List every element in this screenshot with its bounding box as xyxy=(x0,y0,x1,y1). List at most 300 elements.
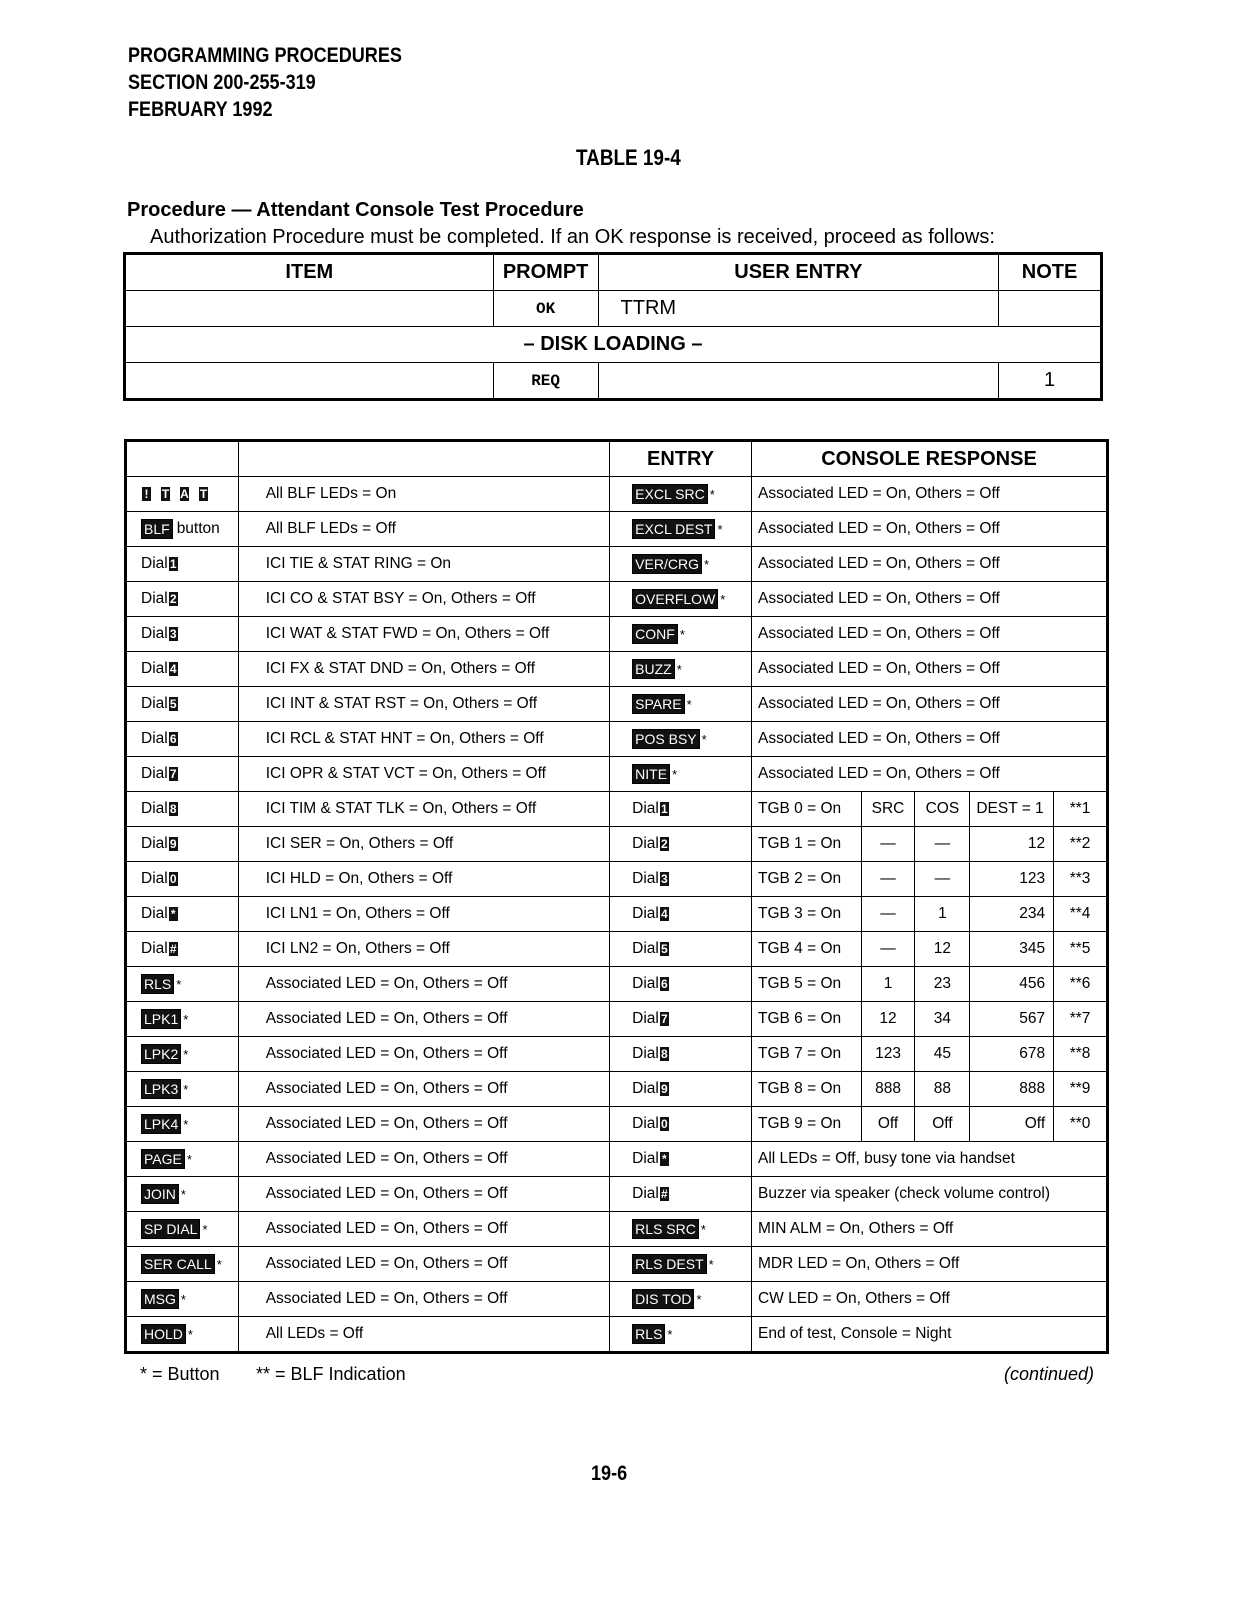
header-item: ITEM xyxy=(125,254,494,291)
dial-key: 5 xyxy=(661,941,668,956)
cos-cell: 45 xyxy=(915,1037,970,1072)
dial-key: T xyxy=(161,486,170,501)
dest-cell: 567 xyxy=(970,1002,1054,1037)
entry-cell xyxy=(610,582,752,617)
dial-key: # xyxy=(169,941,177,956)
cell-text: Dial xyxy=(141,730,168,747)
item-cell xyxy=(126,687,239,722)
banner-row xyxy=(125,327,1102,363)
src-cell: Off xyxy=(861,1107,915,1142)
dial-key: 8 xyxy=(661,1046,668,1061)
note-cell: 1 xyxy=(999,363,1102,400)
response-cell: CW LED = On, Others = Off xyxy=(751,1282,1107,1317)
item-cell xyxy=(126,862,239,897)
response-cell: Associated LED = On, Others = Off xyxy=(751,617,1107,652)
indication-cell: ICI INT & STAT RST = On, Others = Off xyxy=(238,687,609,722)
src-cell: 1 xyxy=(861,967,915,1002)
item-cell xyxy=(126,1002,239,1037)
table-row xyxy=(126,1002,1108,1037)
indication-cell: All BLF LEDs = Off xyxy=(238,512,609,547)
note-cell xyxy=(999,291,1102,327)
button-legend: * = Button xyxy=(140,1364,220,1384)
indication-cell: ICI RCL & STAT HNT = On, Others = Off xyxy=(238,722,609,757)
user-entry-cell xyxy=(598,363,999,400)
blf-legend: ** = BLF Indication xyxy=(256,1364,406,1384)
button-marker: * xyxy=(180,1291,186,1307)
response-cell: MIN ALM = On, Others = Off xyxy=(751,1212,1107,1247)
table-row xyxy=(126,547,1108,582)
console-key: CONF xyxy=(632,624,678,644)
entry-cell xyxy=(610,547,752,582)
indication-cell: Associated LED = On, Others = Off xyxy=(238,1142,609,1177)
dial-key: 6 xyxy=(661,976,668,991)
button-marker: * xyxy=(679,626,685,642)
entry-cell xyxy=(610,792,752,827)
dial-key: 2 xyxy=(169,591,177,606)
tgb-cell: TGB 5 = On xyxy=(751,967,861,1002)
cell-text: Dial xyxy=(632,1150,659,1167)
console-key: LPK1 xyxy=(141,1009,181,1029)
response-cell: End of test, Console = Night xyxy=(751,1317,1107,1353)
dial-key: 6 xyxy=(169,731,177,746)
prompt-cell: OK xyxy=(493,291,598,327)
indication-cell: ICI TIM & STAT TLK = On, Others = Off xyxy=(238,792,609,827)
table-header-row xyxy=(126,441,1108,477)
table-row xyxy=(126,582,1108,617)
item-cell xyxy=(125,291,494,327)
console-key: LPK3 xyxy=(141,1079,181,1099)
dest-cell: 12 xyxy=(970,827,1054,862)
console-key: BUZZ xyxy=(632,659,675,679)
table-row xyxy=(126,1037,1108,1072)
console-key: JOIN xyxy=(141,1184,179,1204)
button-marker: * xyxy=(183,1116,189,1132)
button-marker: * xyxy=(186,1151,192,1167)
indication-cell: Associated LED = On, Others = Off xyxy=(238,1177,609,1212)
indication-cell: ICI FX & STAT DND = On, Others = Off xyxy=(238,652,609,687)
table-row xyxy=(126,1317,1108,1353)
tgb-cell: TGB 9 = On xyxy=(751,1107,861,1142)
blf-cell: **8 xyxy=(1054,1037,1108,1072)
entry-cell xyxy=(610,1212,752,1247)
console-key: POS BSY xyxy=(632,729,699,749)
header-prompt: PROMPT xyxy=(493,254,598,291)
cell-text: Dial xyxy=(141,835,168,852)
response-cell: Associated LED = On, Others = Off xyxy=(751,687,1107,722)
dial-key: 0 xyxy=(169,871,177,886)
cell-text: button xyxy=(176,520,220,538)
console-test-table xyxy=(124,439,1109,1354)
console-key: BLF xyxy=(141,519,173,539)
prompt-cell: REQ xyxy=(493,363,598,400)
cell-text: Dial xyxy=(632,870,659,887)
item-cell xyxy=(126,1317,239,1353)
tgb-cell: TGB 7 = On xyxy=(751,1037,861,1072)
dest-cell: 888 xyxy=(970,1072,1054,1107)
table-row xyxy=(126,477,1108,512)
dial-key: ! xyxy=(142,487,151,501)
console-key: SPARE xyxy=(632,694,684,714)
table-row xyxy=(126,687,1108,722)
cos-cell: Off xyxy=(915,1107,970,1142)
procedure-title: Procedure — Attendant Console Test Procedure xyxy=(127,199,584,221)
dial-key: 1 xyxy=(661,801,668,816)
indication-cell: ICI WAT & STAT FWD = On, Others = Off xyxy=(238,617,609,652)
console-key: LPK2 xyxy=(141,1044,181,1064)
table-row xyxy=(126,932,1108,967)
entry-cell xyxy=(610,1142,752,1177)
button-marker: * xyxy=(183,1011,189,1027)
tgb-cell: TGB 4 = On xyxy=(751,932,861,967)
response-cell: Associated LED = On, Others = Off xyxy=(751,652,1107,687)
header-cell xyxy=(238,441,609,477)
table-row xyxy=(126,897,1108,932)
tgb-cell: TGB 2 = On xyxy=(751,862,861,897)
entry-cell xyxy=(610,1282,752,1317)
dial-key: 0 xyxy=(661,1116,668,1131)
cos-cell: COS xyxy=(915,792,970,827)
item-cell xyxy=(126,967,239,1002)
button-marker: * xyxy=(676,661,682,677)
entry-cell xyxy=(610,862,752,897)
indication-cell: All LEDs = Off xyxy=(238,1317,609,1353)
dial-key: 7 xyxy=(169,766,177,781)
cos-cell: — xyxy=(915,827,970,862)
item-cell xyxy=(126,757,239,792)
cos-cell: 23 xyxy=(915,967,970,1002)
item-cell xyxy=(126,477,239,512)
continued-note: (continued) xyxy=(1004,1364,1095,1384)
console-key: NITE xyxy=(632,764,670,784)
table-row xyxy=(126,1247,1108,1282)
table-row xyxy=(126,1282,1108,1317)
table-title: TABLE 19-4 xyxy=(576,145,681,170)
indication-cell: All BLF LEDs = On xyxy=(238,477,609,512)
item-cell xyxy=(126,512,239,547)
indication-cell: Associated LED = On, Others = Off xyxy=(238,1212,609,1247)
button-marker: * xyxy=(708,1256,714,1272)
console-key: MSG xyxy=(141,1289,179,1309)
button-marker: * xyxy=(703,556,710,572)
entry-cell xyxy=(610,757,752,792)
header-cell xyxy=(126,441,239,477)
item-cell xyxy=(125,363,494,400)
table-row xyxy=(126,512,1108,547)
entry-cell xyxy=(610,1002,752,1037)
table-row xyxy=(126,1107,1108,1142)
indication-cell: Associated LED = On, Others = Off xyxy=(238,1107,609,1142)
button-marker: * xyxy=(183,1081,189,1097)
indication-cell: ICI SER = On, Others = Off xyxy=(238,827,609,862)
src-cell: — xyxy=(861,932,915,967)
indication-cell: ICI CO & STAT BSY = On, Others = Off xyxy=(238,582,609,617)
table-row xyxy=(126,652,1108,687)
indication-cell: Associated LED = On, Others = Off xyxy=(238,967,609,1002)
indication-cell: ICI HLD = On, Others = Off xyxy=(238,862,609,897)
header-line-1: PROGRAMMING PROCEDURES xyxy=(128,44,402,67)
item-cell xyxy=(126,1212,239,1247)
response-cell: Associated LED = On, Others = Off xyxy=(751,512,1107,547)
cos-cell: 12 xyxy=(915,932,970,967)
header-user-entry: USER ENTRY xyxy=(598,254,999,291)
tgb-cell: TGB 1 = On xyxy=(751,827,861,862)
table-row xyxy=(126,862,1108,897)
cos-cell: 88 xyxy=(915,1072,970,1107)
cell-text: Dial xyxy=(141,590,168,607)
entry-cell xyxy=(610,1177,752,1212)
button-marker: * xyxy=(672,766,678,782)
dial-key: 2 xyxy=(661,836,668,851)
response-cell: Associated LED = On, Others = Off xyxy=(751,582,1107,617)
response-cell: Associated LED = On, Others = Off xyxy=(751,547,1107,582)
table-row xyxy=(126,617,1108,652)
button-marker: * xyxy=(720,591,726,607)
button-marker: * xyxy=(187,1326,193,1342)
entry-cell xyxy=(610,687,752,722)
item-cell xyxy=(126,722,239,757)
console-key: LPK4 xyxy=(141,1114,181,1134)
cell-text: Dial xyxy=(141,905,168,922)
indication-cell: ICI LN1 = On, Others = Off xyxy=(238,897,609,932)
indication-cell: ICI OPR & STAT VCT = On, Others = Off xyxy=(238,757,609,792)
button-marker: * xyxy=(717,521,723,537)
header-entry: ENTRY xyxy=(610,441,752,477)
dial-key: 9 xyxy=(661,1081,668,1096)
cell-text: Dial xyxy=(141,870,168,887)
page-number: 19-6 xyxy=(591,1462,628,1485)
indication-cell: Associated LED = On, Others = Off xyxy=(238,1282,609,1317)
src-cell: — xyxy=(861,862,915,897)
cos-cell: 1 xyxy=(915,897,970,932)
user-entry-cell: TTRM xyxy=(598,291,999,327)
header-console-response: CONSOLE RESPONSE xyxy=(751,441,1107,477)
table-row xyxy=(126,792,1108,827)
indication-cell: ICI TIE & STAT RING = On xyxy=(238,547,609,582)
disk-loading-banner: – DISK LOADING – xyxy=(125,327,1102,363)
entry-cell xyxy=(610,1107,752,1142)
table-row xyxy=(126,827,1108,862)
tgb-cell: TGB 6 = On xyxy=(751,1002,861,1037)
dial-key: * xyxy=(169,907,178,921)
blf-cell: **6 xyxy=(1054,967,1108,1002)
tgb-cell: TGB 8 = On xyxy=(751,1072,861,1107)
dial-key: # xyxy=(661,1186,668,1201)
item-cell xyxy=(126,897,239,932)
item-cell xyxy=(126,547,239,582)
dial-key: * xyxy=(660,1152,669,1166)
item-cell xyxy=(126,1177,239,1212)
dial-key: 7 xyxy=(661,1011,668,1026)
dest-cell: 123 xyxy=(970,862,1054,897)
indication-cell: Associated LED = On, Others = Off xyxy=(238,1072,609,1107)
button-marker: * xyxy=(696,1291,702,1307)
header-line-2: SECTION 200-255-319 xyxy=(128,71,316,94)
blf-cell: **7 xyxy=(1054,1002,1108,1037)
console-key: SER CALL xyxy=(141,1254,215,1274)
table-row xyxy=(126,1142,1108,1177)
table-row xyxy=(126,1177,1108,1212)
src-cell: 123 xyxy=(861,1037,915,1072)
response-cell: All LEDs = Off, busy tone via handset xyxy=(751,1142,1107,1177)
console-key: RLS DEST xyxy=(632,1254,706,1274)
console-key: RLS xyxy=(632,1324,665,1344)
dest-cell: 678 xyxy=(970,1037,1054,1072)
blf-cell: **9 xyxy=(1054,1072,1108,1107)
dial-key: A xyxy=(180,486,189,501)
response-cell: Associated LED = On, Others = Off xyxy=(751,757,1107,792)
cell-text: Dial xyxy=(141,695,168,712)
dial-key: 3 xyxy=(661,871,668,886)
cell-text: Dial xyxy=(632,1010,659,1027)
dial-key: 3 xyxy=(169,626,177,641)
entry-cell xyxy=(610,932,752,967)
blf-cell: **4 xyxy=(1054,897,1108,932)
src-cell: 12 xyxy=(861,1002,915,1037)
src-cell: SRC xyxy=(861,792,915,827)
dial-key: 4 xyxy=(169,661,177,676)
button-marker: * xyxy=(686,696,692,712)
response-cell: Associated LED = On, Others = Off xyxy=(751,722,1107,757)
button-marker: * xyxy=(701,731,707,747)
item-cell xyxy=(126,1247,239,1282)
cell-text: Dial xyxy=(632,1185,659,1202)
entry-cell xyxy=(610,1037,752,1072)
cell-text: Dial xyxy=(141,800,168,817)
button-marker: * xyxy=(202,1221,208,1237)
cell-text: Dial xyxy=(141,625,168,642)
item-cell xyxy=(126,1037,239,1072)
button-marker: * xyxy=(176,976,182,992)
dial-key: 5 xyxy=(169,696,177,711)
table-row xyxy=(126,967,1108,1002)
response-cell: Associated LED = On, Others = Off xyxy=(751,477,1107,512)
entry-cell xyxy=(610,1317,752,1353)
item-cell xyxy=(126,1072,239,1107)
dial-key: 9 xyxy=(169,836,177,851)
entry-cell xyxy=(610,652,752,687)
console-key: EXCL SRC xyxy=(632,484,708,504)
dest-cell: 234 xyxy=(970,897,1054,932)
entry-cell xyxy=(610,477,752,512)
entry-cell xyxy=(610,722,752,757)
dial-key: 8 xyxy=(169,801,177,816)
button-marker: * xyxy=(180,1186,186,1202)
table-row xyxy=(125,291,1102,327)
table-row xyxy=(126,1072,1108,1107)
cell-text: Dial xyxy=(632,835,659,852)
button-marker: * xyxy=(667,1326,673,1342)
dest-cell: 456 xyxy=(970,967,1054,1002)
console-key: RLS SRC xyxy=(632,1219,699,1239)
dest-cell: DEST = 1 xyxy=(970,792,1054,827)
tgb-cell: TGB 3 = On xyxy=(751,897,861,932)
cell-text: Dial xyxy=(632,1045,659,1062)
cell-text: Dial xyxy=(632,940,659,957)
cell-text: Dial xyxy=(141,660,168,677)
item-cell xyxy=(126,1107,239,1142)
dest-cell: 345 xyxy=(970,932,1054,967)
table-row xyxy=(126,757,1108,792)
button-marker: * xyxy=(216,1256,222,1272)
cell-text: Dial xyxy=(141,555,168,572)
table-row xyxy=(126,722,1108,757)
src-cell: — xyxy=(861,897,915,932)
response-cell: MDR LED = On, Others = Off xyxy=(751,1247,1107,1282)
console-key: EXCL DEST xyxy=(632,519,715,539)
item-cell xyxy=(126,652,239,687)
button-marker: * xyxy=(183,1046,189,1062)
button-marker: * xyxy=(709,486,715,502)
item-cell xyxy=(126,582,239,617)
prompt-table xyxy=(123,252,1103,401)
dest-cell: Off xyxy=(970,1107,1054,1142)
entry-cell xyxy=(610,617,752,652)
tgb-cell: TGB 0 = On xyxy=(751,792,861,827)
item-cell xyxy=(126,792,239,827)
header-line-3: FEBRUARY 1992 xyxy=(128,98,273,121)
entry-cell xyxy=(610,1072,752,1107)
dial-key: T xyxy=(199,486,208,501)
cos-cell: — xyxy=(915,862,970,897)
button-marker: * xyxy=(700,1221,706,1237)
table-row xyxy=(126,1212,1108,1247)
item-cell xyxy=(126,932,239,967)
cell-text: Dial xyxy=(632,905,659,922)
src-cell: 888 xyxy=(861,1072,915,1107)
src-cell: — xyxy=(861,827,915,862)
indication-cell: Associated LED = On, Others = Off xyxy=(238,1002,609,1037)
entry-cell xyxy=(610,1247,752,1282)
dial-key: 4 xyxy=(661,906,668,921)
console-key: VER/CRG xyxy=(632,554,702,574)
response-cell: Buzzer via speaker (check volume control) xyxy=(751,1177,1107,1212)
blf-cell: **2 xyxy=(1054,827,1108,862)
item-cell xyxy=(126,617,239,652)
header-note: NOTE xyxy=(999,254,1102,291)
item-cell xyxy=(126,1142,239,1177)
cell-text: Dial xyxy=(632,1115,659,1132)
item-cell xyxy=(126,827,239,862)
cell-text: Dial xyxy=(632,975,659,992)
entry-cell xyxy=(610,827,752,862)
console-key: PAGE xyxy=(141,1149,185,1169)
document-header xyxy=(128,42,402,123)
table-row xyxy=(125,363,1102,400)
cell-text: Dial xyxy=(141,765,168,782)
dial-key: 1 xyxy=(169,556,177,571)
cos-cell: 34 xyxy=(915,1002,970,1037)
console-key: HOLD xyxy=(141,1324,186,1344)
cell-text: Dial xyxy=(632,800,659,817)
console-key: RLS xyxy=(141,974,174,994)
indication-cell: ICI LN2 = On, Others = Off xyxy=(238,932,609,967)
authorization-text: Authorization Procedure must be completed. If an OK response is received, proceed as follows: xyxy=(150,226,995,248)
cell-text: Dial xyxy=(141,940,168,957)
table-header-row xyxy=(125,254,1102,291)
entry-cell xyxy=(610,967,752,1002)
entry-cell xyxy=(610,897,752,932)
blf-cell: **1 xyxy=(1054,792,1108,827)
console-key: SP DIAL xyxy=(141,1219,200,1239)
blf-cell: **3 xyxy=(1054,862,1108,897)
blf-cell: **5 xyxy=(1054,932,1108,967)
cell-text: Dial xyxy=(632,1080,659,1097)
entry-cell xyxy=(610,512,752,547)
indication-cell: Associated LED = On, Others = Off xyxy=(238,1037,609,1072)
console-key: DIS TOD xyxy=(632,1289,694,1309)
blf-cell: **0 xyxy=(1054,1107,1108,1142)
indication-cell: Associated LED = On, Others = Off xyxy=(238,1247,609,1282)
